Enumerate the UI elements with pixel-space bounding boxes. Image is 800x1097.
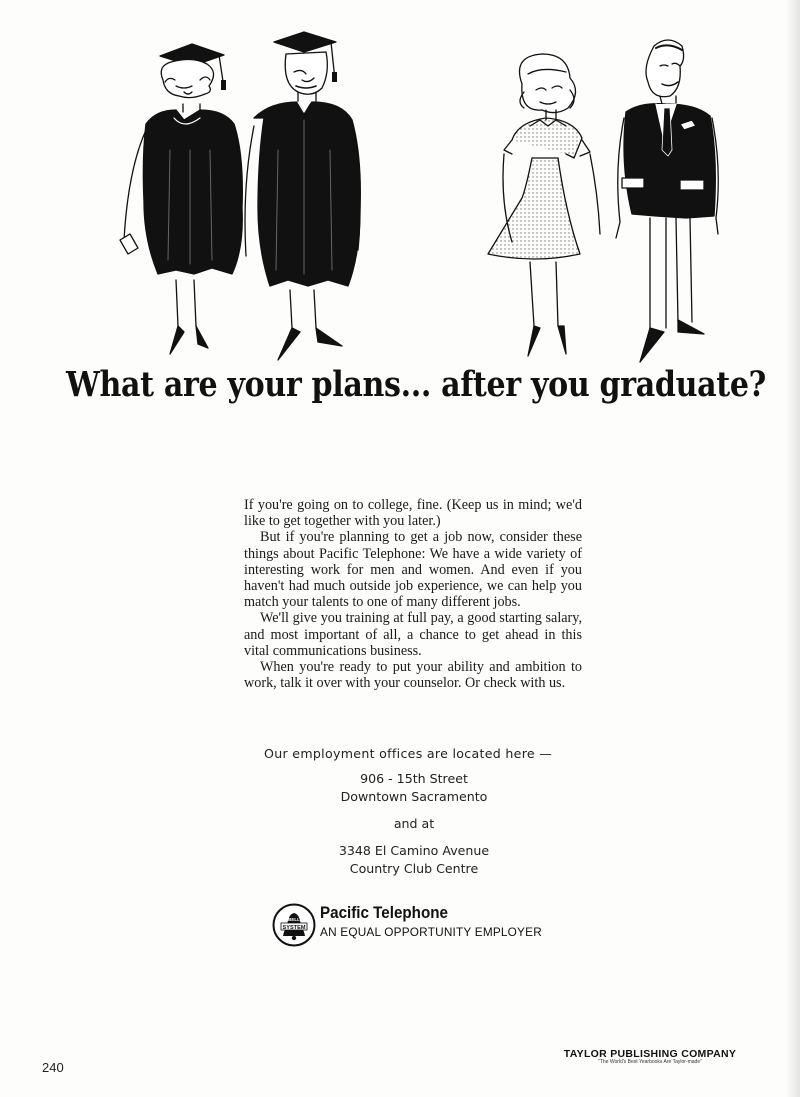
young-man-figure: [616, 40, 718, 362]
office2-centre: Country Club Centre: [349, 861, 479, 876]
offices-connector: and at: [393, 816, 435, 831]
svg-text:SYSTEM: SYSTEM: [282, 925, 306, 931]
bell-system-logo-icon: [272, 903, 316, 947]
offices-lead: Our employment offices are located here —: [264, 746, 553, 761]
young-woman-figure: [488, 54, 600, 356]
svg-text:BELL: BELL: [288, 917, 300, 922]
graduate-man-figure: [245, 32, 360, 360]
graduates-illustration: [0, 0, 800, 380]
sponsor-signature: [272, 903, 592, 949]
publisher-credit: [560, 1048, 740, 1065]
paragraph-job-now: But if you're planning to get a job now, consider these things about Pacific Telephone: We have a wide variety of interesting work for men and women. And even if you haven't had much outside job experience, we can help you match your talents to one of many different jobs.: [244, 529, 582, 611]
publisher-tagline: "The World's Best Yearbooks Are Taylor-made": [598, 1059, 702, 1065]
body-copy: [244, 497, 582, 691]
page-number: 240: [42, 1060, 64, 1075]
paragraph-college: If you're going on to college, fine. (Keep us in mind; we'd like to get together with you later.): [244, 497, 582, 530]
paragraph-counselor: When you're ready to put your ability and ambition to work, talk it over with your counselor. Or check with us.: [244, 659, 582, 692]
graduate-woman-figure: [120, 44, 242, 354]
headline: What are your plans... after you graduate?: [66, 364, 766, 405]
office1-city: Downtown Sacramento: [340, 789, 488, 804]
equal-opportunity-tagline: AN EQUAL OPPORTUNITY EMPLOYER: [320, 925, 542, 939]
office2-street: 3348 El Camino Avenue: [338, 843, 490, 858]
office1-street: 906 - 15th Street: [360, 771, 468, 786]
employment-offices: [244, 745, 584, 878]
paragraph-training: We'll give you training at full pay, a good starting salary, and most important of all, a chance to get ahead in this vital communications business.: [244, 610, 582, 659]
publisher-name: TAYLOR PUBLISHING COMPANY: [563, 1048, 737, 1060]
company-name: Pacific Telephone: [320, 904, 448, 922]
